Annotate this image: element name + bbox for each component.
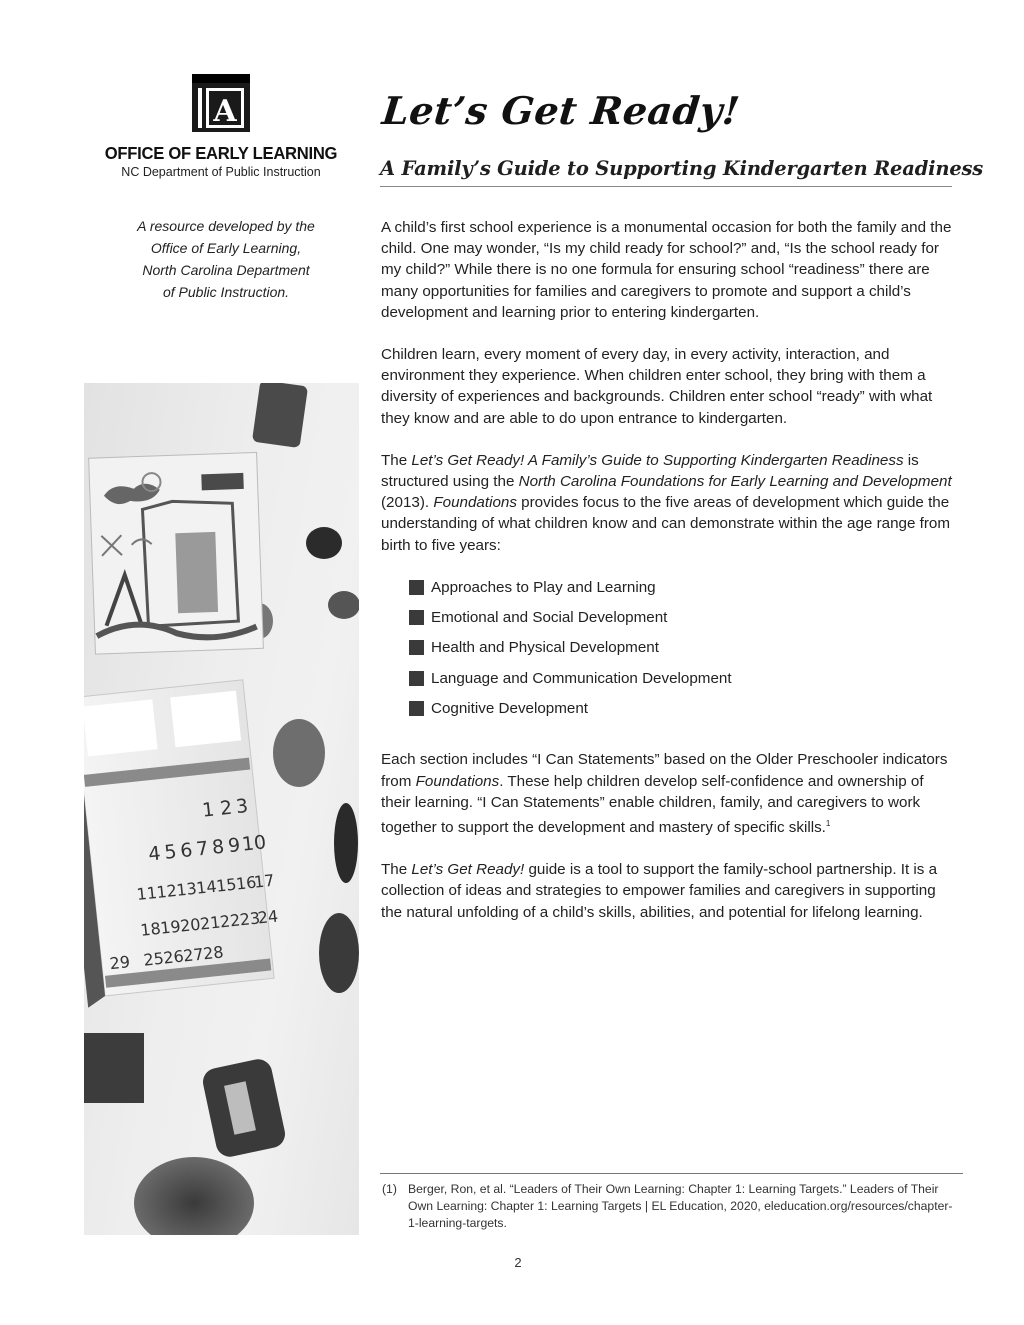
calendar-number: 2 (218, 796, 234, 820)
calendar-photo-illustration (84, 383, 359, 1235)
list-item: Language and Communication Development (409, 668, 956, 698)
calendar-number: 28 (202, 942, 225, 964)
calendar-number: 5 (163, 840, 178, 864)
footnote (382, 1181, 962, 1232)
bottom-magnet-1 (319, 913, 359, 993)
list-item: Emotional and Social Development (409, 607, 956, 637)
footnote-number: (1) (382, 1182, 397, 1196)
dark-object (306, 527, 342, 559)
document-body (381, 217, 956, 944)
calendar-number: 4 (147, 842, 162, 866)
footnote-divider (380, 1173, 963, 1174)
structure-paragraph: The Let’s Get Ready! A Family’s Guide to Supporting Kindergarten Readiness is structured using the North Carolina Foundations for Early Learning and Development (2013). Foundations provides focus to the five areas of development which guide the understanding of what children know and can demonstrate within the age range from birth to five years: (381, 451, 952, 554)
resource-note-line: North Carolina Department (142, 262, 310, 278)
calendar-photo (84, 383, 359, 1235)
foundations-title-ref: North Carolina Foundations for Early Learning and Development (518, 473, 952, 491)
calendar-number: 22 (218, 910, 242, 932)
logo-letter: A (213, 94, 237, 129)
calendar-number: 1 (201, 798, 216, 822)
document-title: Let’s Get Ready! (380, 88, 743, 133)
calendar-number: 7 (195, 837, 210, 861)
calendar-number: 25 (142, 948, 165, 970)
calendar-number: 14 (195, 876, 218, 898)
calendar-number: 24 (256, 906, 279, 928)
resource-note-line: A resource developed by the (137, 218, 315, 234)
list-item: Health and Physical Development (409, 637, 956, 667)
resource-note-line: Office of Early Learning, (150, 240, 302, 256)
calendar-number: 12 (155, 880, 178, 902)
alphabet-block-icon (190, 72, 252, 134)
resource-note (96, 215, 356, 303)
footnote-marker: 1 (825, 818, 831, 828)
calendar-number: 13 (175, 878, 198, 900)
calendar-number: 10 (240, 831, 268, 856)
document-subtitle: A Family’s Guide to Supporting Kindergarten Readiness (380, 157, 984, 180)
learning-paragraph: Children learn, every moment of every day, in every activity, interaction, and environment they experience. When children enter school, they bring with them a diversity of experiences and backgrounds. Children enter school “ready” with what they know and are able to do upon entrance to kindergarten. (381, 346, 933, 427)
calendar-number: 19 (159, 916, 182, 938)
calendar-number: 15 (215, 874, 238, 896)
calendar-number: 29 (108, 952, 131, 974)
calendar-number: 17 (253, 870, 276, 892)
plush-toy (273, 719, 325, 787)
calendar-number: 23 (238, 908, 262, 930)
round-badge (134, 1157, 254, 1235)
page-number: 2 (514, 1255, 522, 1270)
calendar-number: 3 (234, 795, 250, 819)
org-department: NC Department of Public Instruction (121, 165, 321, 179)
child-drawing (89, 452, 264, 654)
calendar-number: 6 (179, 839, 194, 863)
calendar-number: 16 (235, 872, 258, 894)
partnership-paragraph: The Let’s Get Ready! guide is a tool to support the family-school partnership. It is a collection of ideas and strategies to empower families and caregivers in supporting the natural unfolding of a child’s skills, abilities, and potential for lifelong learning. (381, 861, 938, 921)
title-divider (380, 186, 952, 187)
wall-calendar (84, 679, 285, 1008)
calendar-number: 21 (199, 912, 222, 934)
guide-title-ref: Let’s Get Ready! (411, 861, 525, 879)
calendar-number: 26 (162, 946, 185, 968)
calendar-number: 9 (226, 834, 242, 858)
foundations-ref: Foundations (415, 772, 500, 790)
calendar-number: 27 (182, 944, 205, 966)
calendar-number: 20 (179, 914, 202, 936)
round-magnet (328, 591, 359, 619)
calendar-number: 11 (135, 883, 158, 905)
calendar-number: 8 (211, 835, 226, 859)
dark-blob (334, 803, 358, 883)
i-can-statements-paragraph: Each section includes “I Can Statements” based on the Older Preschooler indicators from Foundations. These help children develop self-confidence and ownership of their learning. “I Can Statements” enable children, family, and caregivers to work together to support the development and mastery of specific skills.$^1$ (381, 751, 948, 836)
footnote-text: Berger, Ron, et al. “Leaders of Their Own Learning: Chapter 1: Learning Targets.” Leaders of Their Own Learning: Chapter 1: Learning Targets | EL Education, 2020, eleducation.org/resources/chapter-1-learning-targets. (408, 1182, 953, 1230)
list-item: Approaches to Play and Learning (409, 577, 956, 607)
dark-tile (84, 1033, 144, 1103)
foundations-ref: Foundations (433, 494, 517, 512)
magnet-top (252, 383, 308, 448)
list-item: Cognitive Development (409, 698, 956, 728)
guide-title-ref: Let’s Get Ready! A Family’s Guide to Supporting Kindergarten Readiness (411, 451, 904, 469)
organization-logo (96, 72, 346, 179)
intro-paragraph: A child’s first school experience is a monumental occasion for both the family and the child. One may wonder, “Is my child ready for school?” and, “Is the school ready for my child?” While there is no one formula for ensuring school “readiness” there are many opportunities for families and caregivers to promote and support a child’s development and learning prior to entering kindergarten. (381, 219, 952, 321)
org-name: OFFICE OF EARLY LEARNING (104, 143, 338, 163)
development-areas-list (409, 577, 956, 728)
calendar-number: 18 (139, 918, 162, 940)
resource-note-line: of Public Instruction. (162, 284, 290, 300)
